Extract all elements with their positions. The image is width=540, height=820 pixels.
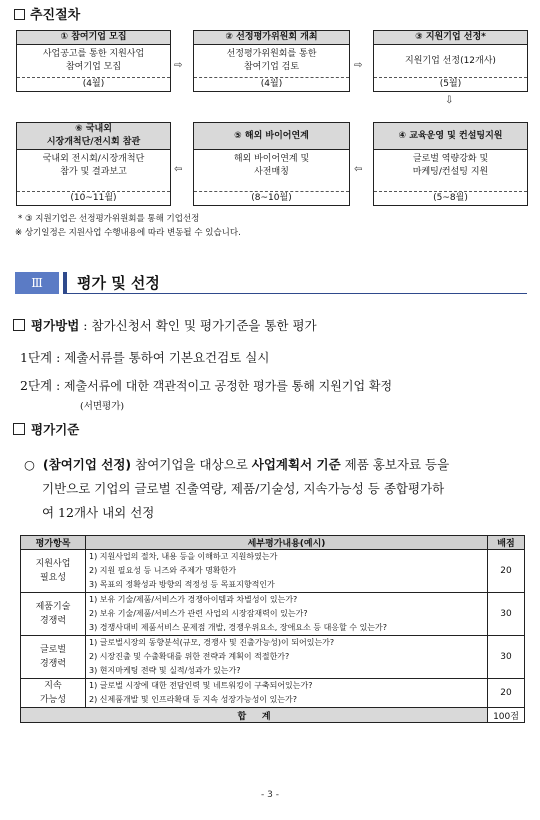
checkbox-square-icon bbox=[13, 423, 25, 435]
section-banner bbox=[15, 272, 527, 294]
page-number: - 3 - bbox=[261, 790, 279, 800]
step-6-head: ⑥ 국내외 시장개척단/전시회 참관 bbox=[17, 123, 170, 150]
row-score: 30 bbox=[488, 593, 525, 636]
header-details: 세부평가내용(예시) bbox=[86, 536, 488, 550]
procedure-note-1: * ③ 지원기업은 선정평가위원회를 통해 기업선정 bbox=[18, 214, 200, 224]
procedure-note-2: ※ 상기일정은 지원사업 수행내용에 따라 변동될 수 있습니다. bbox=[15, 228, 241, 238]
row-category: 지속 가능성 bbox=[21, 679, 86, 708]
table-row bbox=[21, 636, 525, 679]
checkbox-square-icon bbox=[14, 9, 25, 20]
row-category: 글로벌 경쟁력 bbox=[21, 636, 86, 679]
total-label: 합 계 bbox=[21, 708, 488, 723]
section-title: 평가 및 선정 bbox=[77, 274, 160, 292]
section-underline bbox=[63, 293, 527, 294]
table-row bbox=[21, 679, 525, 708]
criteria-bullet-line2: 기반으로 기업의 글로벌 진출역량, 제품/기술성, 지속가능성 등 종합평가하 bbox=[42, 481, 445, 496]
table-row bbox=[21, 593, 525, 636]
criteria-bullet-line1: ○ (참여기업 선정) 참여기업을 대상으로 사업계획서 기준 제품 홍보자료 등을 bbox=[24, 457, 450, 472]
step-3-box bbox=[373, 30, 528, 92]
step-3-body: 지원기업 선정(12개사) bbox=[405, 56, 496, 66]
criteria-bullet-line3: 여 12개사 내외 선정 bbox=[42, 505, 155, 520]
step-1-body: 사업공고를 통한 지원사업 참여기업 모집 bbox=[42, 49, 145, 72]
step-1-box bbox=[16, 30, 171, 92]
header-category: 평가항목 bbox=[21, 536, 86, 550]
step-4-period: (5~8월) bbox=[374, 191, 527, 205]
arrow-right-icon: ⇨ bbox=[174, 60, 183, 71]
row-score: 30 bbox=[488, 636, 525, 679]
procedure-title: 추진절차 bbox=[14, 4, 80, 23]
table-total-row bbox=[21, 708, 525, 723]
step-5-head: ⑤ 해외 바이어연계 bbox=[194, 123, 349, 150]
step-5-body: 해외 바이어연계 및 사전매칭 bbox=[233, 154, 310, 177]
table-header-row bbox=[21, 536, 525, 550]
row-score: 20 bbox=[488, 550, 525, 593]
step-4-box bbox=[373, 122, 528, 206]
arrow-left-icon: ⇦ bbox=[174, 164, 183, 175]
row-items: 1) 지원사업의 절차, 내용 등을 이해하고 지원하였는가 2) 지원 필요성 등 니즈와 주제가 명확한가 3) 목표의 정확성과 방향의 적정성 등 목표지향적인가 bbox=[86, 550, 488, 593]
stage-2-sub: (서면평가) bbox=[80, 401, 125, 412]
row-items: 1) 글로벌시장의 동향분석(규모, 경쟁사 및 진출가능성)이 되어있는가? 2) 시장진출 및 수출확대를 위한 전략과 계획이 적절한가? 3) 현지마케팅 전략 및 실적/성과가 있는가? bbox=[86, 636, 488, 679]
total-score: 100점 bbox=[488, 708, 525, 723]
step-1-head: ① 참여기업 모집 bbox=[17, 31, 170, 45]
step-2-head: ② 선정평가위원회 개최 bbox=[194, 31, 349, 45]
section-number: Ⅲ bbox=[15, 272, 59, 294]
step-5-box bbox=[193, 122, 350, 206]
row-items: 1) 글로벌 시장에 대한 전담인력 및 네트워킹이 구축되어있는가? 2) 신제품개발 및 인프라확대 등 지속 성장가능성이 있는가? bbox=[86, 679, 488, 708]
bullet-circle-icon: ○ bbox=[24, 457, 35, 472]
arrow-left-icon: ⇦ bbox=[354, 164, 363, 175]
row-category: 지원사업 필요성 bbox=[21, 550, 86, 593]
step-4-body: 글로벌 역량강화 및 마케팅/컨설팅 지원 bbox=[412, 154, 489, 177]
step-2-body: 선정평가위원회를 통한 참여기업 검토 bbox=[226, 49, 317, 72]
step-5-period: (8~10월) bbox=[194, 191, 349, 205]
arrow-right-icon: ⇨ bbox=[354, 60, 363, 71]
method-line: 평가방법 : 참가신청서 확인 및 평가기준을 통한 평가 bbox=[13, 316, 317, 334]
step-1-period: (4월) bbox=[17, 77, 170, 91]
step-2-period: (4월) bbox=[194, 77, 349, 91]
evaluation-table bbox=[20, 535, 525, 723]
step-4-head: ④ 교육운영 및 컨설팅지원 bbox=[374, 123, 527, 150]
step-3-head: ③ 지원기업 선정* bbox=[374, 31, 527, 45]
stage-2-line: 2단계 : 제출서류에 대한 객관적이고 공정한 평가를 통해 지원기업 확정 bbox=[20, 378, 393, 393]
row-score: 20 bbox=[488, 679, 525, 708]
row-items: 1) 보유 기술/제품/서비스가 경쟁아이템과 차별성이 있는가? 2) 보유 기술/제품/서비스가 관련 사업의 시장잠재력이 있는가? 3) 경쟁사대비 제품서비스 문제점 개발, 경쟁우위요소, 장애요소 등 대응할 수 있는가? bbox=[86, 593, 488, 636]
arrow-down-icon: ⇩ bbox=[445, 95, 454, 106]
section-bar bbox=[63, 272, 67, 294]
table-row bbox=[21, 550, 525, 593]
header-score: 배점 bbox=[488, 536, 525, 550]
step-3-period: (5월) bbox=[374, 77, 527, 91]
step-2-box bbox=[193, 30, 350, 92]
stage-1-line: 1단계 : 제출서류를 통하여 기본요건검토 실시 bbox=[20, 350, 270, 365]
checkbox-square-icon bbox=[13, 319, 25, 331]
criteria-line: 평가기준 bbox=[13, 420, 79, 438]
step-6-body: 국내외 전시회/시장개척단 참가 및 결과보고 bbox=[42, 154, 145, 177]
step-6-box bbox=[16, 122, 171, 206]
row-category: 제품기술 경쟁력 bbox=[21, 593, 86, 636]
step-6-period: (10~11월) bbox=[17, 191, 170, 205]
